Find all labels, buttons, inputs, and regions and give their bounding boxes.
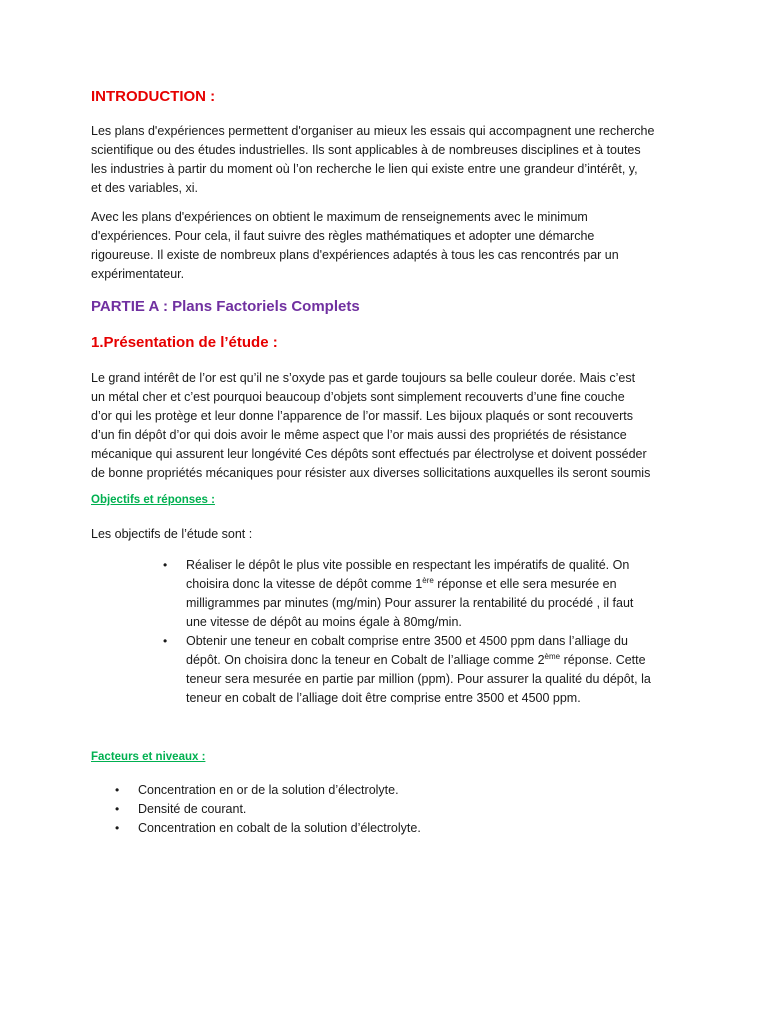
text-line: et des variables, xi. <box>91 181 198 195</box>
text-line: scientifique ou des études industrielles. Ils sont applicables à de nombreuses disciplines et à toutes <box>91 143 641 157</box>
text-line: Avec les plans d'expériences on obtient le maximum de renseignements avec le minimum <box>91 210 588 224</box>
facteurs-heading: Facteurs et niveaux : <box>91 751 206 763</box>
bullet-icon: • <box>115 783 120 797</box>
text-fragment: réponse et elle sera mesurée en <box>433 577 617 591</box>
text-line <box>186 575 686 594</box>
facteurs-list <box>115 781 638 838</box>
text-line: de bonne propriétés mécaniques pour résister aux diverses sollicitations auxquelles ils seront soumis <box>91 466 651 480</box>
presentation-heading: 1.Présentation de l’étude : <box>91 334 278 351</box>
list-item <box>163 632 686 708</box>
text-line: milligrammes par minutes (mg/min) Pour assurer la rentabilité du procédé , il faut <box>186 596 634 610</box>
bullet-icon: • <box>163 634 168 648</box>
superscript: ème <box>544 651 561 661</box>
bullet-icon: • <box>115 821 120 835</box>
introduction-heading: INTRODUCTION : <box>91 88 216 105</box>
list-item <box>163 556 686 632</box>
presentation-paragraph <box>91 369 681 483</box>
text-line: Concentration en cobalt de la solution d’électrolyte. <box>138 821 421 835</box>
text-line: mécanique qui assurent leur longévité Ces dépôts sont effectués par électrolyse et doivent posséder <box>91 447 647 461</box>
text-fragment: dépôt. On choisira donc la teneur en Cobalt de l’alliage comme 2 <box>186 653 545 667</box>
text-line: teneur en cobalt de l’alliage doit être comprise entre 3500 et 4500 ppm. <box>186 691 581 705</box>
text-line: d'expériences. Pour cela, il faut suivre des règles mathématiques et adopter une démarche <box>91 229 595 243</box>
text-fragment: choisira donc la vitesse de dépôt comme 1 <box>186 577 423 591</box>
text-line <box>186 651 686 670</box>
text-line: rigoureuse. Il existe de nombreux plans d'expériences adaptés à tous les cas rencontrés par un <box>91 248 619 262</box>
partie-a-heading: PARTIE A : Plans Factoriels Complets <box>91 298 360 315</box>
text-line: teneur sera mesurée en partie par million (ppm). Pour assurer la qualité du dépôt, la <box>186 672 651 686</box>
list-item <box>115 781 638 800</box>
objectifs-list <box>163 556 686 708</box>
text-line: d’un fin dépôt d’or qui dois avoir le même aspect que l’or mais aussi des propriétés de résistance <box>91 428 627 442</box>
bullet-icon: • <box>115 802 120 816</box>
superscript: ère <box>422 575 434 585</box>
text-line: expérimentateur. <box>91 267 185 281</box>
list-item <box>115 800 638 819</box>
list-item <box>115 819 638 838</box>
text-line: d’or qui les protège et leur donne l’apparence de l’or massif. Les bijoux plaqués or sont recouverts <box>91 409 633 423</box>
text-line: les industries à partir du moment où l’on recherche le lien qui existe entre une grandeur d’intérêt, y, <box>91 162 638 176</box>
text-line: une vitesse de dépôt au moins égale à 80mg/min. <box>186 615 462 629</box>
bullet-icon: • <box>163 558 168 572</box>
text-line: Le grand intérêt de l’or est qu’il ne s’oxyde pas et garde toujours sa belle couleur dorée. Mais c’est <box>91 371 636 385</box>
text-line: Concentration en or de la solution d’électrolyte. <box>138 783 399 797</box>
text-line: Les plans d'expériences permettent d'organiser au mieux les essais qui accompagnent une recherche <box>91 124 655 138</box>
text-line: Obtenir une teneur en cobalt comprise entre 3500 et 4500 ppm dans l’alliage du <box>186 634 628 648</box>
text-line: Réaliser le dépôt le plus vite possible en respectant les impératifs de qualité. On <box>186 558 630 572</box>
intro-paragraph-2 <box>91 208 681 284</box>
objectifs-intro: Les objectifs de l’étude sont : <box>91 527 253 541</box>
objectifs-heading: Objectifs et réponses : <box>91 494 215 506</box>
intro-paragraph-1 <box>91 122 681 198</box>
text-fragment: réponse. Cette <box>560 653 646 667</box>
text-line: un métal cher et c’est pourquoi beaucoup d’objets sont simplement recouverts d’une fine couche <box>91 390 625 404</box>
text-line: Densité de courant. <box>138 802 247 816</box>
